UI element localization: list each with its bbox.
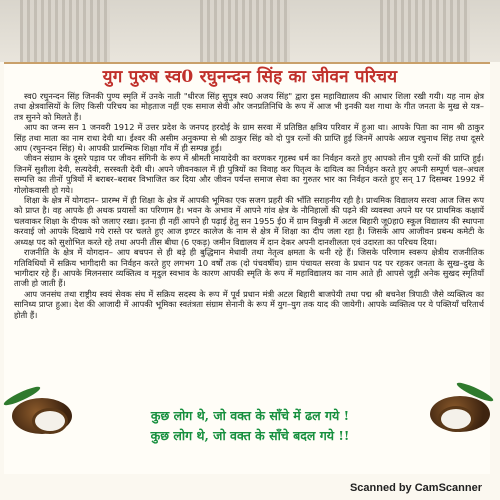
tassel-decoration [200,0,290,62]
paragraph: आप का जन्म सन 1 जनवरी 1912 में उत्तर प्रदेश के जनपद हरदोई के ग्राम सरवा में प्रतिष्ठित क्षत्रिय परिवार में हुआ था। आपके पिता का नाम श्री ठाकुर सिंह तथा माता का नाम राधा देवी था। ईश्वर की असीम अनुकम्पा से श्री ठाकुर सिंह को दो पुत्र रत्नों की प्राप्ति हुई जिनमें आपके अग्रज रघुनाथ सिंह तथा दूसरे आप (रघुनन्दन सिंह) थे। आपकी प्रारम्भिक शिक्षा गाँव में ही सम्पन्न हुई। [14,122,484,154]
paragraph: स्व0 रघुनन्दन सिंह जिनकी पुण्य स्मृति में उनके नाती "धीरज सिंह सुपुत्र स्व0 अजय सिंह" द्वारा इस महाविद्यालय की आधार शिला रखी गयी। यह नाम क्षेत्र तथा क्षेत्रवासियों के लिए किसी परिचय का मोहताज नहीं एक समाज सेवी और जनप्रतिनिधि के रूप में आज भी इनकी यश गाथा के गीत जनता के मुख से यत्र–तत्र सुनने को मिलते हैं। [14,91,484,122]
paragraph: राजनीति के क्षेत्र में योगदान– आप बचपन से ही बड़े ही बुद्धिमान मेधावी तथा नेतृत्व क्षमता के धनी रहे हैं। जिसके परिणाम स्वरूप क्षेत्रीय राजनीतिक गतिविधियों में सक्रिय भागीदारी का निर्वहन करते हुए लगभग 10 वर्षों तक (दो पंचवर्षीय) ग्राम पंचायत सरवा के प्रधान पद पर रहकर जनता के सुख–दुख के भागीदार रहे हैं। आपके मिलनसार व्यक्तित्व व मृदुल स्वभाव के कारण आपकी स्मृति के रूप में महाविद्यालय का नाम आते ही आपसे जुड़ी अनेक सुखद स्मृतियाँ ताजी हो जाती हैं। [14,247,484,289]
paragraph: जीवन संग्राम के दूसरे पड़ाव पर जीवन संगिनी के रूप में श्रीमती मायादेवी का वरणकर गृहस्थ धर्म का निर्वहन करते हुए आपको तीन पुत्री रत्नों की प्राप्ति हुई। जिनमें सुशीला देवी, सत्यदेवी, सरस्वती देवी थी। अपने जीवनकाल में ही पुत्रियों का विवाह कर पितृत्व के दायित्व का निर्वहन करते हुए अपनी सम्पूर्ण चल–अचल सम्पत्ति का तीनों पुत्रियों में बराबर–बराबर विभाजित कर दिया और जीवन पर्यन्त समाज सेवा का गुरुतर भार का निर्वहन करते हुए सन् 17 दिसम्बर 1992 में गोलोकवासी हो गये। [14,153,484,195]
tassel-decoration [380,0,470,62]
document-title: युग पुरुष स्व0 रघुनन्दन सिंह का जीवन परिचय [102,67,398,87]
paragraph: आप जनसंघ तथा राष्ट्रीय स्वयं सेवक संघ में सक्रिय सदस्य के रूप में पूर्व प्रधान मंत्री अटल बिहारी बाजपेयी तथा पद्म श्री बचनेश त्रिपाठी जैसे व्यक्तित्व का सानिध्य प्राप्त हुआ। देश की आजादी में आपकी भूमिका स्वतंत्रता संग्राम सेनानी के रूप में युग–युग तक याद की जायेगी। आपके व्यक्तित्व पर ये पक्तियाँ चरितार्थ होती हैं। [14,288,484,320]
quote-line-1: कुछ लोग थे, जो वक्त के साँचे में ढल गये ! [150,408,350,423]
biography-body [14,91,484,320]
paragraph: शिक्षा के क्षेत्र में योगदान– प्रारम्भ में ही शिक्षा के क्षेत्र में आपकी भूमिका एक सजग प्रहरी की भाँति सराहनीय रही है। प्राथमिक विद्यालय सरवा आज जिस रूप को प्राप्त है। वह आपके ही अथक प्रयासों का परिणाम है। भवन के अभाव में आपने गांव क्षेत्र के नौनिहालों की पढ़ने की व्यवस्था अपने घर पर प्राथमिक कक्षायें चलवाकर शिक्षा के दीपक को जलाए रखा। इतना ही नहीं आपने ही पढ़ाई हेतु सन 1955 ई0 में ग्राम विकुन्नी में अटल बिहारी जू0हा0 स्कूल विद्यालय की स्थापना करवाई जो आपके दिखाये गये रास्ते पर चलते हुए आज इण्टर कालेज के नाम से क्षेत्र में शिक्षा का दीप जला रहा है। जिसके आप आजीवन प्रबन्ध कमेटी के अध्यक्ष पद को सुशोभित करते रहे तथा अपनी तीस बीघा (6 एकड़) जमीन विद्यालय में दान देकर अपनी दानशीलता एवं उदारता का परिचय दिया। [14,195,484,247]
top-decoration-strip [0,0,500,62]
quote-line-2: कुछ लोग थे, जो वक्त के साँचे बदल गये !! [150,428,350,443]
tassel-decoration [20,0,110,62]
scanner-watermark: Scanned by CamScanner [349,482,482,494]
